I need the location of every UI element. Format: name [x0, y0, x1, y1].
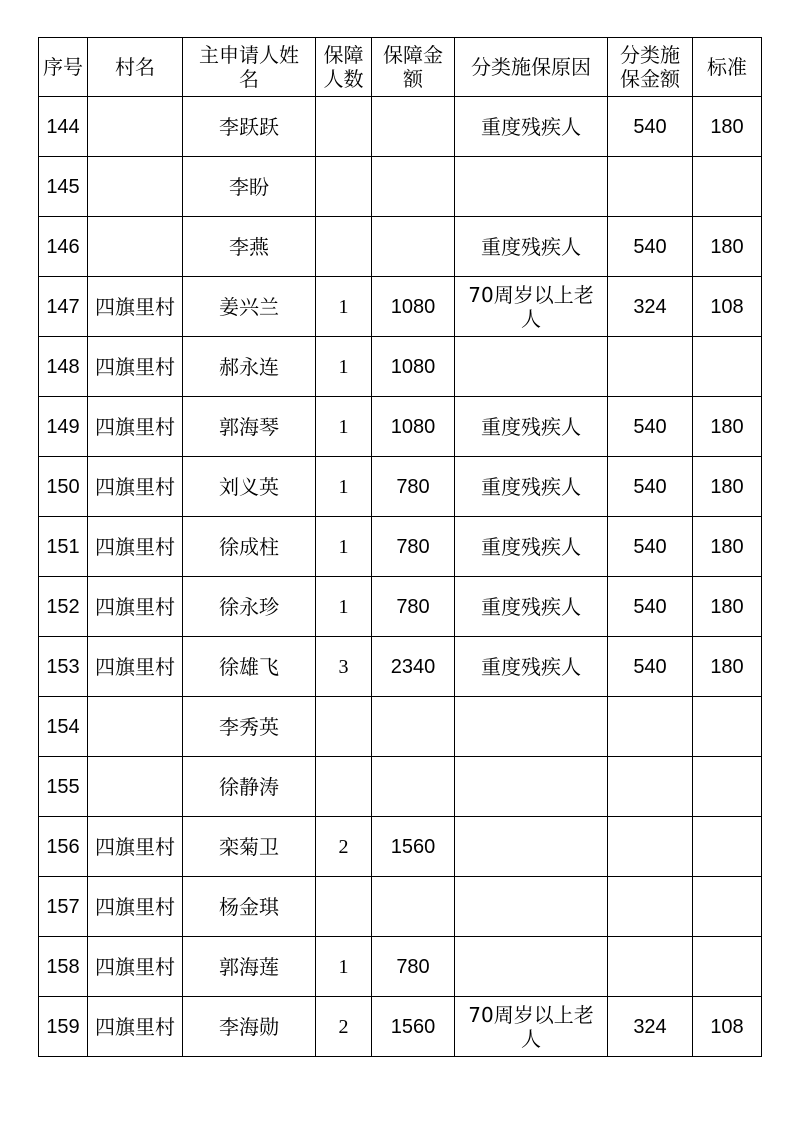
cell-id: 145	[39, 157, 88, 217]
cell-village	[88, 217, 183, 277]
cell-reason: 重度残疾人	[455, 637, 608, 697]
cell-standard: 180	[693, 517, 762, 577]
header-id: 序号	[39, 38, 88, 97]
cell-class-amount	[608, 937, 693, 997]
header-standard: 标准	[693, 38, 762, 97]
cell-id: 158	[39, 937, 88, 997]
cell-standard	[693, 877, 762, 937]
cell-village: 四旗里村	[88, 337, 183, 397]
cell-amount	[372, 217, 455, 277]
cell-name: 徐成柱	[183, 517, 316, 577]
cell-amount	[372, 157, 455, 217]
cell-name: 李盼	[183, 157, 316, 217]
cell-reason: 70周岁以上老人	[455, 277, 608, 337]
cell-class-amount	[608, 697, 693, 757]
cell-standard	[693, 757, 762, 817]
cell-count: 1	[316, 577, 372, 637]
cell-count: 1	[316, 397, 372, 457]
cell-count	[316, 157, 372, 217]
cell-standard	[693, 157, 762, 217]
cell-amount: 1560	[372, 817, 455, 877]
cell-amount	[372, 97, 455, 157]
cell-id: 154	[39, 697, 88, 757]
cell-standard	[693, 937, 762, 997]
cell-class-amount	[608, 817, 693, 877]
cell-amount: 780	[372, 457, 455, 517]
table-row	[39, 937, 762, 997]
cell-reason	[455, 937, 608, 997]
table-row	[39, 997, 762, 1057]
cell-reason	[455, 817, 608, 877]
cell-village	[88, 697, 183, 757]
table-row	[39, 877, 762, 937]
cell-standard: 180	[693, 217, 762, 277]
cell-name: 郝永连	[183, 337, 316, 397]
cell-reason: 重度残疾人	[455, 457, 608, 517]
cell-count: 3	[316, 637, 372, 697]
cell-class-amount	[608, 877, 693, 937]
cell-id: 157	[39, 877, 88, 937]
cell-amount	[372, 757, 455, 817]
cell-village: 四旗里村	[88, 457, 183, 517]
header-amount: 保障金额	[372, 38, 455, 97]
cell-reason: 重度残疾人	[455, 217, 608, 277]
cell-village: 四旗里村	[88, 817, 183, 877]
table-row	[39, 337, 762, 397]
cell-standard: 180	[693, 457, 762, 517]
cell-count: 1	[316, 937, 372, 997]
cell-name: 姜兴兰	[183, 277, 316, 337]
table-row	[39, 517, 762, 577]
cell-reason: 重度残疾人	[455, 577, 608, 637]
cell-name: 李秀英	[183, 697, 316, 757]
cell-id: 156	[39, 817, 88, 877]
cell-class-amount	[608, 337, 693, 397]
table-row	[39, 397, 762, 457]
cell-class-amount: 540	[608, 217, 693, 277]
cell-village	[88, 97, 183, 157]
cell-standard: 180	[693, 637, 762, 697]
cell-village	[88, 757, 183, 817]
cell-class-amount: 324	[608, 277, 693, 337]
cell-name: 郭海莲	[183, 937, 316, 997]
cell-standard: 180	[693, 397, 762, 457]
cell-class-amount: 540	[608, 637, 693, 697]
table-row	[39, 577, 762, 637]
cell-id: 147	[39, 277, 88, 337]
cell-standard	[693, 337, 762, 397]
cell-id: 151	[39, 517, 88, 577]
cell-class-amount: 540	[608, 577, 693, 637]
cell-class-amount	[608, 157, 693, 217]
cell-name: 徐雄飞	[183, 637, 316, 697]
cell-village: 四旗里村	[88, 937, 183, 997]
cell-count: 1	[316, 457, 372, 517]
cell-standard: 180	[693, 97, 762, 157]
cell-count: 2	[316, 997, 372, 1057]
cell-count	[316, 757, 372, 817]
table-row	[39, 157, 762, 217]
cell-count: 1	[316, 517, 372, 577]
table-row	[39, 217, 762, 277]
header-village: 村名	[88, 38, 183, 97]
cell-village: 四旗里村	[88, 997, 183, 1057]
cell-amount	[372, 877, 455, 937]
cell-class-amount	[608, 757, 693, 817]
table-row	[39, 457, 762, 517]
header-name: 主申请人姓名	[183, 38, 316, 97]
cell-village: 四旗里村	[88, 397, 183, 457]
cell-id: 150	[39, 457, 88, 517]
cell-amount: 1080	[372, 397, 455, 457]
cell-id: 149	[39, 397, 88, 457]
cell-amount	[372, 697, 455, 757]
cell-reason: 70周岁以上老人	[455, 997, 608, 1057]
cell-count	[316, 97, 372, 157]
cell-standard: 108	[693, 277, 762, 337]
cell-amount: 1080	[372, 277, 455, 337]
cell-id: 152	[39, 577, 88, 637]
cell-name: 徐永珍	[183, 577, 316, 637]
cell-class-amount: 540	[608, 397, 693, 457]
cell-count: 2	[316, 817, 372, 877]
table-row	[39, 757, 762, 817]
cell-reason	[455, 757, 608, 817]
cell-name: 李跃跃	[183, 97, 316, 157]
cell-amount: 1560	[372, 997, 455, 1057]
cell-village: 四旗里村	[88, 877, 183, 937]
cell-id: 148	[39, 337, 88, 397]
cell-id: 144	[39, 97, 88, 157]
cell-village	[88, 157, 183, 217]
cell-id: 153	[39, 637, 88, 697]
cell-id: 159	[39, 997, 88, 1057]
cell-count	[316, 217, 372, 277]
cell-reason: 重度残疾人	[455, 397, 608, 457]
cell-class-amount: 540	[608, 97, 693, 157]
header-class-amount: 分类施保金额	[608, 38, 693, 97]
cell-name: 栾菊卫	[183, 817, 316, 877]
cell-amount: 2340	[372, 637, 455, 697]
cell-count	[316, 877, 372, 937]
cell-count: 1	[316, 277, 372, 337]
cell-standard: 108	[693, 997, 762, 1057]
cell-class-amount: 540	[608, 517, 693, 577]
cell-village: 四旗里村	[88, 277, 183, 337]
cell-count: 1	[316, 337, 372, 397]
cell-id: 155	[39, 757, 88, 817]
cell-standard	[693, 697, 762, 757]
cell-name: 郭海琴	[183, 397, 316, 457]
cell-name: 杨金琪	[183, 877, 316, 937]
table-row	[39, 97, 762, 157]
cell-standard	[693, 817, 762, 877]
cell-reason	[455, 877, 608, 937]
cell-class-amount: 540	[608, 457, 693, 517]
cell-amount: 780	[372, 517, 455, 577]
cell-name: 徐静涛	[183, 757, 316, 817]
cell-name: 李海勋	[183, 997, 316, 1057]
table-row	[39, 637, 762, 697]
cell-village: 四旗里村	[88, 577, 183, 637]
cell-class-amount: 324	[608, 997, 693, 1057]
cell-standard: 180	[693, 577, 762, 637]
header-row	[39, 38, 762, 97]
table-row	[39, 697, 762, 757]
cell-amount: 780	[372, 937, 455, 997]
cell-amount: 780	[372, 577, 455, 637]
table-row	[39, 817, 762, 877]
cell-reason: 重度残疾人	[455, 97, 608, 157]
cell-reason: 重度残疾人	[455, 517, 608, 577]
cell-reason	[455, 157, 608, 217]
cell-amount: 1080	[372, 337, 455, 397]
cell-reason	[455, 697, 608, 757]
cell-village: 四旗里村	[88, 517, 183, 577]
cell-reason	[455, 337, 608, 397]
cell-name: 李燕	[183, 217, 316, 277]
relief-table	[38, 37, 762, 1057]
cell-village: 四旗里村	[88, 637, 183, 697]
cell-id: 146	[39, 217, 88, 277]
header-reason: 分类施保原因	[455, 38, 608, 97]
cell-count	[316, 697, 372, 757]
table-row	[39, 277, 762, 337]
cell-name: 刘义英	[183, 457, 316, 517]
header-count: 保障人数	[316, 38, 372, 97]
